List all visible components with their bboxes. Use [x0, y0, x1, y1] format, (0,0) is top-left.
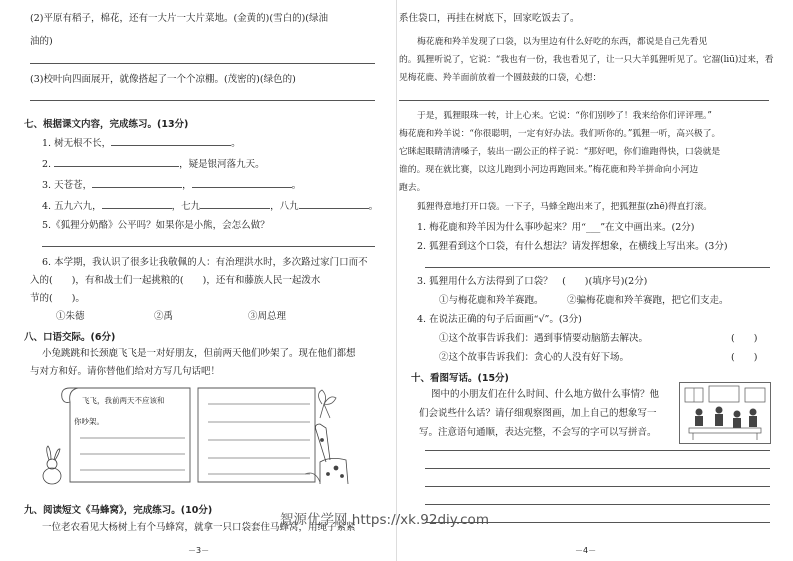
writing-line[interactable] [425, 468, 770, 469]
q3-option-2: ②骗梅花鹿和羚羊赛跑，把它们支走。 [567, 295, 729, 306]
blank[interactable] [200, 199, 270, 209]
q6-line-2: 入的( )，有和战士们一起挑粮的( )，还有和藤族人民一起泼水 [30, 275, 321, 286]
story-p3-l4: 谁的。现在就比赛，以这儿跑到小河边再跑回来。”梅花鹿和羚羊拼命向小河边 [399, 165, 699, 175]
q6-line-1: 6. 本学期，我认识了很多让我敬佩的人：有治理洪水时，多次路过家门口而不 [42, 257, 368, 268]
answer-line[interactable] [42, 246, 375, 247]
q1: 1. 树无根不长， 。 [42, 138, 241, 149]
q7-item-2: (2)平原有稻子，棉花，还有一大片一大片菜地。(金黄的)(雪白的)(绿油 [30, 13, 328, 24]
page-number-left: －3－ [188, 546, 210, 555]
card-text-1: 飞飞，我前两天不应该和 [82, 396, 165, 405]
q5: 5.《狐狸分奶酪》公平吗？如果你是小熊，会怎么做？ [42, 220, 270, 231]
story-p3-l2: 梅花鹿和羚羊说：“你很聪明，一定有好办法。我们听你的。”狐狸一听，高兴极了。 [399, 129, 721, 139]
q4-answer-paren-2[interactable]: ( ) [731, 352, 758, 363]
blank[interactable] [54, 157, 179, 167]
writing-line[interactable] [425, 450, 770, 451]
option-3: ③周总理 [248, 311, 287, 322]
story-p3-l3: 它眯起眼睛清清嗓子，装出一副公正的样子说：“那好吧，你们谁跑得快，口袋就是 [399, 147, 721, 157]
answer-line[interactable] [399, 100, 769, 101]
writing-line[interactable] [425, 504, 770, 505]
answer-line[interactable] [30, 100, 375, 101]
blank[interactable] [92, 178, 182, 188]
sec9-para-1: 一位老农看见大杨树上有个马蜂窝，就拿一只口袋套住马蜂窝，用绳子紧紧 [42, 522, 356, 533]
section-7-title: 七、根据课文内容，完成练习。(13分) [24, 119, 189, 130]
blank[interactable] [102, 199, 172, 209]
sec8-para-2: 与对方和好。请你替他们给对方写几句话吧！ [30, 366, 221, 377]
q4-option-2: ②这个故事告诉我们：贪心的人没有好下场。 [439, 352, 630, 363]
q3-option-1: ①与梅花鹿和羚羊赛跑。 [439, 295, 544, 306]
writing-line[interactable] [425, 486, 770, 487]
story-p3-l1: 于是，狐狸眼珠一转，计上心来。它说：“你们别吵了！我来给你们评评理。” [417, 111, 712, 121]
story-p3-l5: 跑去。 [399, 183, 426, 193]
question-3: 3. 狐狸用什么方法得到了口袋？ ( )(填序号)(2分) [417, 276, 648, 287]
section-9-title: 九、阅读短文《马蜂窝》，完成练习。(10分) [24, 505, 213, 516]
section-10-title: 十、看图写话。(15分) [411, 373, 509, 384]
blank[interactable] [299, 199, 369, 209]
q2: 2. ，疑是银河落九天。 [42, 159, 265, 170]
ribbon-bow-icon [319, 390, 337, 418]
option-1: ①朱德 [56, 311, 85, 322]
writing-prompt-1: 图中的小朋友们在什么时间、什么地方做什么事情？他 [431, 389, 660, 400]
story-p2-l2: 的。狐狸听说了，它说：“我也有一份，我也看见了，让一只大羊狐狸听见了。它溜(liū)过来，看 [399, 55, 774, 65]
story-p4: 狐狸得意地打开口袋。一下子，马蜂全跑出来了，把狐狸蜇(zhē)得直打滚。 [417, 202, 713, 212]
q4-answer-paren-1[interactable]: ( ) [731, 333, 758, 344]
q3: 3. 天苍苍， ， 。 [42, 180, 302, 191]
q4: 4. 五九六九， ，七九 ，八九 。 [42, 201, 379, 212]
story-p2-l3: 见梅花鹿、羚羊面前放着一个圆鼓鼓的口袋，心想： [399, 73, 602, 83]
section-8-title: 八、口语交际。(6分) [24, 332, 116, 343]
answer-line[interactable] [30, 63, 375, 64]
q6-line-3: 节的( )。 [30, 293, 85, 304]
rabbit-icon [43, 446, 61, 484]
classroom-picture [679, 382, 771, 444]
sec8-para-1: 小兔跳跳和长颈鹿飞飞是一对好朋友，但前两天他们吵架了。现在他们都想 [42, 348, 356, 359]
story-p1: 系住袋口，再挂在树底下，回家吃饭去了。 [399, 13, 580, 24]
blank[interactable] [111, 136, 231, 146]
q4-option-1: ①这个故事告诉我们：遇到事情要动脑筋去解决。 [439, 333, 649, 344]
giraffe-icon [316, 424, 349, 484]
left-page [0, 0, 396, 561]
blank[interactable] [192, 178, 292, 188]
answer-line[interactable] [425, 267, 770, 268]
question-4: 4. 在说法正确的句子后面画“√”。(3分) [417, 314, 582, 325]
right-page [397, 0, 793, 561]
q7-item-3: (3)校叶向四面展开，就像搭起了一个个凉棚。(茂密的)(绿色的) [30, 74, 296, 85]
watermark: 智源优学网 https://xk.92diy.com [280, 512, 489, 528]
page-number-right: －4－ [575, 546, 597, 555]
option-2: ②禹 [154, 311, 174, 322]
writing-prompt-2: 们会说些什么话？请仔细观察图画，加上自己的想象写一 [419, 408, 657, 419]
story-p2-l1: 梅花鹿和羚羊发现了口袋，以为里边有什么好吃的东西，都说是自己先看见 [417, 37, 708, 47]
question-1: 1. 梅花鹿和羚羊因为什么事吵起来？用“___”在文中画出来。(2分) [417, 222, 695, 233]
q7-item-2-cont: 油的) [30, 36, 53, 47]
writing-prompt-3: 写。注意语句通顺，表达完整，不会写的字可以写拼音。 [419, 427, 657, 438]
question-2: 2. 狐狸看到这个口袋，有什么想法？请发挥想象，在横线上写出来。(3分) [417, 241, 728, 252]
card-text-2: 你吵架。 [74, 417, 104, 426]
